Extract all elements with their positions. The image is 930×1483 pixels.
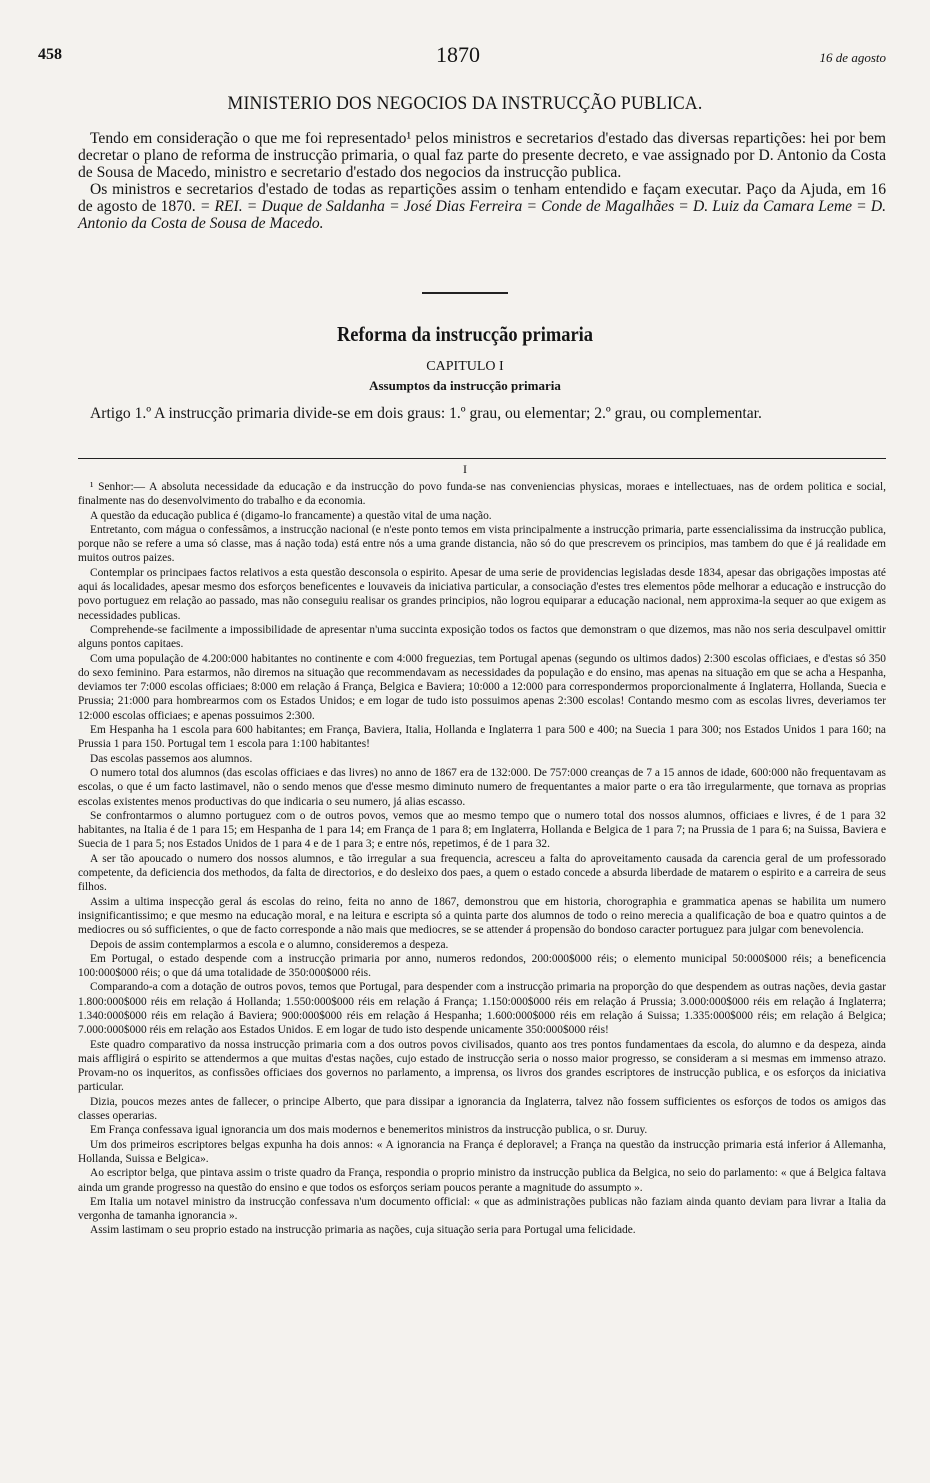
footnote-paragraph: Dizia, poucos mezes antes de fallecer, o principe Alberto, que para dissipar a ignorancia da Inglaterra, talvez não fossem sufficientes os esforços de todos os amigos das classes operarias. — [78, 1095, 886, 1123]
article-text — [78, 405, 886, 422]
page-number: 458 — [38, 46, 62, 63]
reform-title: Reforma da instrucção primaria — [336, 322, 594, 346]
decree-paragraph-2-text: Os ministros e secretarios d'estado de todas as repartições assim o tenham entendido e façam executar. Paço da Ajuda, em 16 de agosto de 1870. — [78, 181, 886, 215]
page-header — [30, 42, 886, 72]
footnote-paragraph: A questão da educação publica é (digamo-lo francamente) a questão vital de uma nação. — [90, 509, 492, 522]
decree-text — [78, 130, 886, 232]
footnote-paragraph: Contemplar os principaes factos relativos a esta questão desconsola o espirito. Apesar de uma serie de providencias legisladas desde 1834, apesar das obrigações impostas até aqui ás localidades, apesar mesmo dos esforços beneficentes e louvaveis da iniciativa particular, a consociação d'estes tres elementos pôde melhorar a educação e instrucção do povo portuguez em relação ao passado, mas não conseguiu realisar os grandes principios, não logrou equiparar a educação nacional, nem approxima-la sequer ao que exigem as necessidades publicas. — [78, 566, 886, 622]
footnote-divider — [78, 458, 886, 459]
footnote-paragraph: Assim a ultima inspecção geral ás escolas do reino, feita no anno de 1867, demonstrou que em historia, chorographia e grammatica apenas se habilita um numero insignificantissimo; e que mesmo na educação moral, e na leitura e escripta só a quinta parte dos alumnos de todo o reino merecia a qualificação de boa e quatro quintos a de mediocres ou só sufficientes, o que de facto corresponde a não mais que mediocres, se se attender á propensão do bondoso caracter portuguez para julgar com benevolencia. — [78, 895, 886, 937]
footnote-paragraph: Se confrontarmos o alumno portuguez com o de outros povos, vemos que ao mesmo tempo que o numero total dos nossos alumnos, officiaes e livres, é de 1 para 32 habitantes, na Italia é de 1 para 15; em Hespanha de 1 para 14; em França de 1 para 8; em Inglaterra, Hollanda e Belgica de 1 para 7; na Prussia de 1 para 6; na Suissa, Baviera e Suecia de 1 para 5; nos Estados Unidos de 1 para 4 e de 1 para 3; e entre nós, repetimos, é de 1 para 32. — [78, 809, 886, 851]
article-1: Artigo 1.º A instrucção primaria divide-se em dois graus: 1.º grau, ou elementar; 2.º grau, ou complementar. — [90, 405, 762, 422]
footnote-paragraph: O numero total dos alumnos (das escolas officiaes e das livres) no anno de 1867 era de 132:000. De 757:000 creanças de 7 a 15 annos de idade, 600:000 não frequentavam as escolas, o que é um facto lastimavel, não o sendo menos que d'esse mesmo diminuto numero de frequentantes a maior parte o era tão irregularmente, que tornava as proprias escolas existentes menos productivas do que indicaria o seu numero, já alias escasso. — [78, 766, 886, 808]
section-divider — [422, 292, 508, 294]
footnote-paragraph: Um dos primeiros escriptores belgas expunha ha dois annos: « A ignorancia na França é deploravel; a França na questão da instrucção primaria está inferior á Allemanha, Hollanda, Suissa e Belgica». — [78, 1138, 886, 1165]
footnote-paragraph: Entretanto, com mágua o confessâmos, a instrucção nacional (e n'este ponto temos em vista principalmente a instrucção primaria, parte essencialissima da instrucção publica, porque não se refere a uma só classe, mas á nação toda) está entre nós a uma grande distancia, não só do que prescrevem os principios, mas tambem do que é já realidade em muitos outros paizes. — [78, 523, 886, 565]
footnote-paragraph: Comparando-a com a dotação de outros povos, temos que Portugal, para despender com a instrucção primaria na proporção do que despendem as outras nações, devia gastar 1.800:000$000 réis em relação á Hollanda; 1.550:000$000 réis em relação á França; 1.150:000$000 réis em relação á Prussia; 3.000:000$000 réis em relação á Inglaterra; 1.340:000$000 réis em relação á Baviera; 900:000$000 réis em relação á Hespanha; 1.600:000$000 réis em relação á Suissa; 1.335:000$000 réis; em relação á Belgica; 7.000:000$000 réis em relação aos Estados Unidos. E em logar de tudo isto despende unicamente 350:000$000 réis! — [78, 981, 886, 1037]
page-year: 1870 — [436, 42, 480, 67]
note-section-number: I — [463, 462, 467, 476]
footnotes — [78, 480, 886, 1238]
page-date: 16 de agosto — [819, 50, 886, 65]
footnote-paragraph: Em França confessava igual ignorancia um dos mais modernos e benemeritos ministros da instrucção publica, o sr. Duruy. — [90, 1124, 648, 1137]
decree-signatures: = REI. = Duque de Saldanha = José Dias Ferreira = Conde de Magalhães = D. Luiz da Camara Leme = D. Antonio da Costa de Sousa de Macedo. — [78, 198, 887, 232]
decree-paragraph-2 — [78, 181, 886, 232]
footnote-paragraph: Das escolas passemos aos alumnos. — [90, 752, 253, 765]
footnote-paragraph: Este quadro comparativo da nossa instrucção primaria com a dos outros povos civilisados, quanto aos tres pontos fundamentaes da escola, do alumno e da despeza, ainda mais affligirá o espirito se attendermos a que muitas d'estas nações, cujo estado de instrucção seria o nosso maior progresso, se consideram a si mesmas em immenso atrazo. Provam-no os inqueritos, as confissões officiaes dos governos no parlamento, a imprensa, os livros dos grandes escriptores de instrucção publica, e os esforços da iniciativa particular. — [78, 1038, 886, 1094]
footnote-paragraph: ¹ Senhor:— A absoluta necessidade da educação e da instrucção do povo funda-se nas conveniencias physicas, moraes e intellectuaes, nas de ordem politica e social, finalmente nas do desenvolvimento do trabalho e da economia. — [78, 481, 886, 508]
chapter-subtitle: Assumptos da instrucção primaria — [369, 378, 561, 393]
chapter-heading: CAPITULO I — [426, 359, 504, 374]
footnote-paragraph: Em Hespanha ha 1 escola para 600 habitantes; em França, Baviera, Italia, Hollanda e Inglaterra 1 para 500 e 400; na Suecia 1 para 300; nos Estados Unidos 1 para 160; na Prussia 1 para 150. Portugal tem 1 escola para 1:100 habitantes! — [78, 724, 886, 751]
ministry-title: MINISTERIO DOS NEGOCIOS DA INSTRUCÇÃO PUBLICA. — [227, 93, 703, 114]
decree-paragraph-1: Tendo em consideração o que me foi representado¹ pelos ministros e secretarios d'estado das diversas repartições: hei por bem decretar o plano de reforma de instrucção primaria, o qual faz parte do presente decreto, e vae assignado por D. Antonio da Costa de Sousa de Macedo, ministro e secretario d'estado dos negocios da instrucção publica. — [78, 130, 886, 181]
footnote-paragraph: Em Portugal, o estado despende com a instrucção primaria por anno, numeros redondos, 200:000$000 réis; o elemento municipal 50:000$000 réis; a beneficencia 100:000$000 réis; o que dá uma totalidade de 350:000$000 réis. — [78, 952, 886, 980]
footnote-paragraph: Comprehende-se facilmente a impossibilidade de apresentar n'uma succinta exposição todos os factos que demonstram o que dizemos, mas não nos seria desculpavel omittir alguns pontos capitaes. — [78, 623, 886, 651]
footnote-paragraph: Ao escriptor belga, que pintava assim o triste quadro da França, respondia o proprio ministro da instrucção publica da Belgica, no seio do parlamento: « que á Belgica faltava ainda um grande progresso na questão do ensino e que todos os esforços seriam poucos perante a magnitude do assumpto ». — [78, 1167, 886, 1194]
footnote-paragraph: Assim lastimam o seu proprio estado na instrucção primaria as nações, cuja situação seria para Portugal uma felicidade. — [90, 1224, 636, 1237]
footnote-paragraph: Com uma população de 4.200:000 habitantes no continente e com 4:000 freguezias, tem Portugal apenas (segundo os ultimos dados) 2:300 escolas officiaes, e d'estas só 350 do sexo feminino. Para estarmos, não diremos na situação que recommendavam as necessidades da população e do ensino, mas apenas na situação em que se acha a Hespanha, deviamos ter 7:000 escolas officiaes; 8:000 em relação á França, Belgica e Baviera; 10:000 a 12:000 para correspondermos proporcionalmente á Inglaterra, Hollanda, Suecia e Prussia; 21:000 para hombrearmos com os Estados Unidos; e em logar de tudo isto possuimos apenas 2:300 escolas! Contando mesmo com as escolas livres, deveriamos ter 12:000 escolas officiaes; e apenas possuimos 2:300. — [78, 652, 886, 722]
footnote-paragraph: A ser tão apoucado o numero dos nossos alumnos, e tão irregular a sua frequencia, acresceu a falta do aproveitamento causada da carencia geral de um professorado competente, da deficiencia dos methodos, da falta de directorios, e do desleixo dos paes, a quem o estado concede a absurda liberdade de matarem o espirito e a carreira de seus filhos. — [78, 852, 886, 894]
footnote-paragraph: Em Italia um notavel ministro da instrucção confessava n'um documento official: « que as administrações publicas não faziam ainda quanto deviam para livrar a Italia da vergonha de tamanha ignorancia ». — [78, 1195, 886, 1223]
footnote-paragraph: Depois de assim contemplarmos a escola e o alumno, consideremos a despeza. — [90, 938, 449, 951]
